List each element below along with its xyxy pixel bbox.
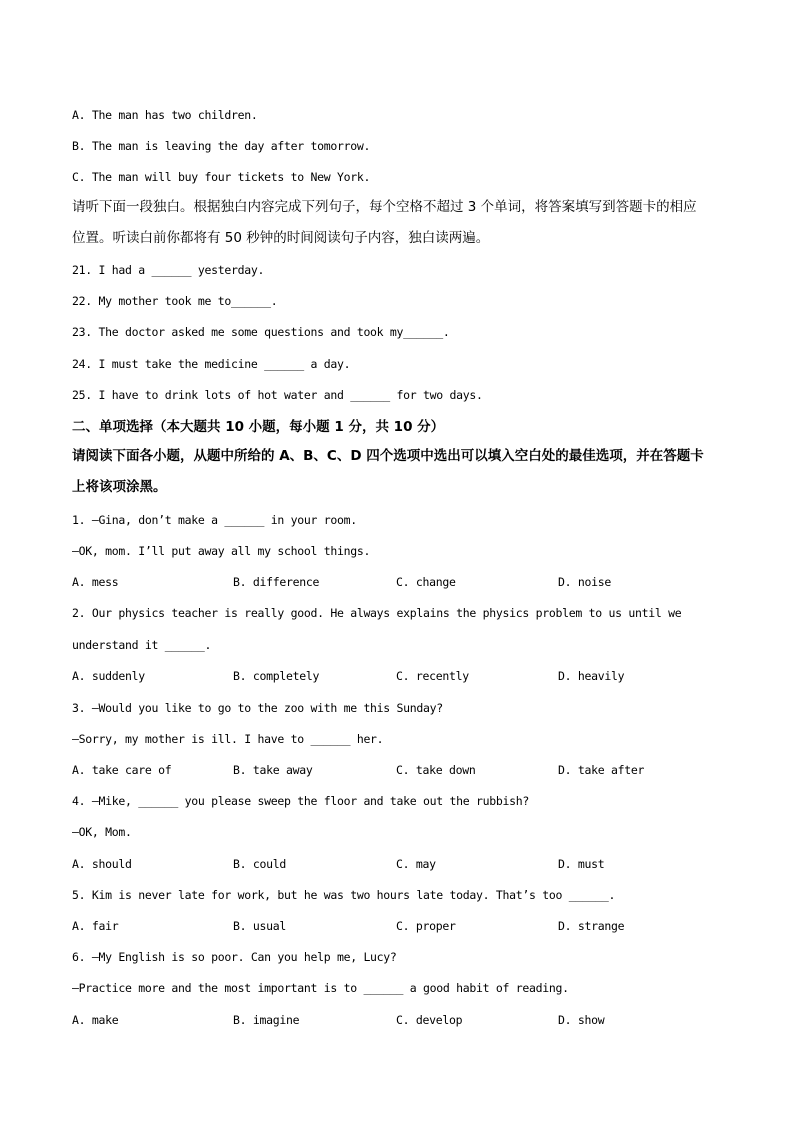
option-b: B. The man is leaving the day after tomorrow. [72, 139, 371, 153]
choice-c: C. take down [396, 763, 476, 777]
fill-item: 23. The doctor asked me some questions and took my______. [72, 325, 450, 339]
option-a: A. The man has two children. [72, 108, 258, 122]
monologue-instructions: 请听下面一段独白。根据独白内容完成下列句子，每个空格不超过 3 个单词，将答案填写到答题卡的相应 [72, 199, 697, 215]
question-text: —OK, mom. I’ll put away all my school things. [72, 544, 371, 558]
section-title: 二、单项选择（本大题共 10 小题，每小题 1 分，共 10 分） [72, 419, 445, 435]
question-text: —Practice more and the most important is to ______ a good habit of reading. [72, 981, 569, 995]
question-text: 2. Our physics teacher is really good. He always explains the physics problem to us until we [72, 606, 682, 620]
fill-item: 21. I had a ______ yesterday. [72, 263, 265, 277]
choice-d: D. strange [558, 919, 625, 933]
question-text: —Sorry, my mother is ill. I have to ______ her. [72, 732, 384, 746]
option-c: C. The man will buy four tickets to New York. [72, 170, 371, 184]
choice-a: A. make [72, 1013, 119, 1027]
choice-c: C. recently [396, 669, 469, 683]
choice-b: B. difference [233, 575, 320, 589]
choice-d: D. show [558, 1013, 605, 1027]
question-text: —OK, Mom. [72, 825, 132, 839]
choice-b: B. imagine [233, 1013, 300, 1027]
choice-b: B. take away [233, 763, 313, 777]
question-text: understand it ______. [72, 638, 212, 652]
fill-item: 25. I have to drink lots of hot water and ______ for two days. [72, 388, 483, 402]
choice-c: C. develop [396, 1013, 463, 1027]
question-text: 3. —Would you like to go to the zoo with me this Sunday? [72, 701, 443, 715]
choice-b: B. completely [233, 669, 320, 683]
choice-a: A. mess [72, 575, 119, 589]
section-instructions: 上将该项涂黑。 [72, 479, 167, 495]
choice-c: C. proper [396, 919, 456, 933]
choice-b: B. could [233, 857, 286, 871]
question-text: 1. —Gina, don’t make a ______ in your room. [72, 513, 357, 527]
choice-d: D. noise [558, 575, 611, 589]
choice-d: D. must [558, 857, 605, 871]
monologue-instructions: 位置。听读白前你都将有 50 秒钟的时间阅读句子内容，独白读两遍。 [72, 230, 490, 246]
question-text: 4. —Mike, ______ you please sweep the floor and take out the rubbish? [72, 794, 530, 808]
question-text: 5. Kim is never late for work, but he was two hours late today. That’s too ______. [72, 888, 616, 902]
section-instructions: 请阅读下面各小题，从题中所给的 A、B、C、D 四个选项中选出可以填入空白处的最佳选项，并在答题卡 [72, 448, 704, 464]
choice-d: D. take after [558, 763, 645, 777]
choice-a: A. should [72, 857, 132, 871]
question-text: 6. —My English is so poor. Can you help me, Lucy? [72, 950, 397, 964]
choice-c: C. change [396, 575, 456, 589]
fill-item: 24. I must take the medicine ______ a day. [72, 357, 351, 371]
choice-a: A. fair [72, 919, 119, 933]
choice-b: B. usual [233, 919, 286, 933]
choice-c: C. may [396, 857, 436, 871]
fill-item: 22. My mother took me to______. [72, 294, 278, 308]
choice-a: A. take care of [72, 763, 172, 777]
choice-d: D. heavily [558, 669, 625, 683]
choice-a: A. suddenly [72, 669, 145, 683]
